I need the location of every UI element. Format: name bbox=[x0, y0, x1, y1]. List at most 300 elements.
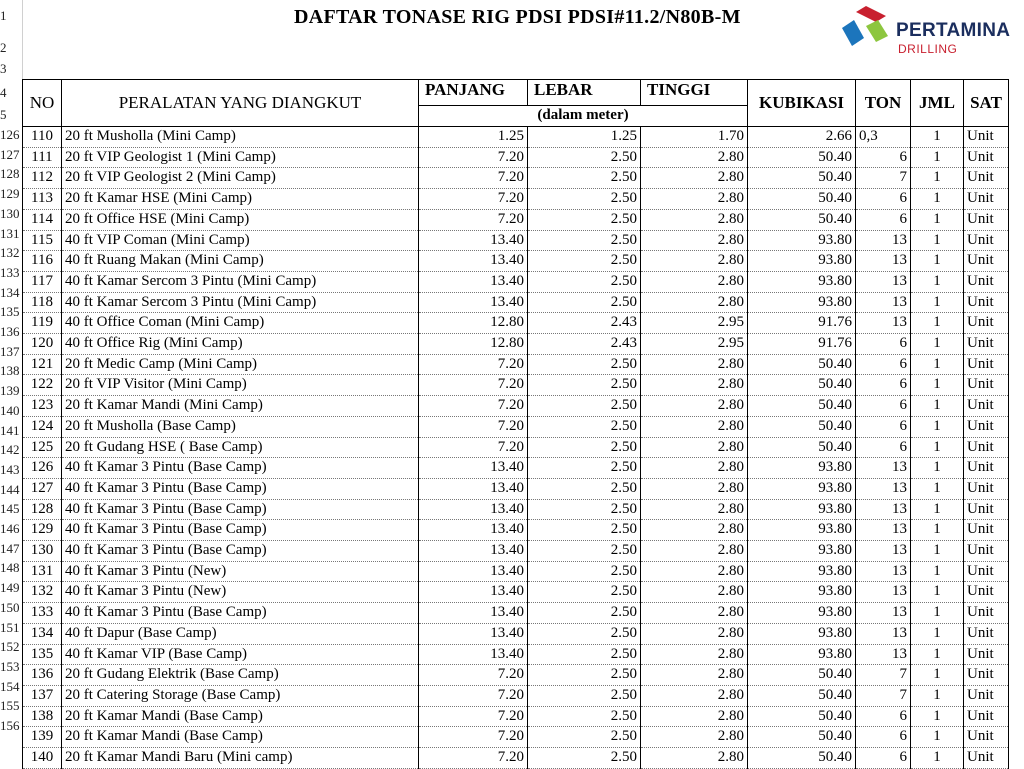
cell-sat[interactable]: Unit bbox=[964, 582, 1009, 603]
cell-panjang[interactable]: 7.20 bbox=[419, 396, 528, 417]
cell-tinggi[interactable]: 1.70 bbox=[641, 127, 748, 148]
cell-no[interactable]: 140 bbox=[23, 748, 62, 769]
cell-panjang[interactable]: 13.40 bbox=[419, 623, 528, 644]
table-row[interactable] bbox=[23, 748, 1009, 769]
cell-panjang[interactable]: 7.20 bbox=[419, 354, 528, 375]
cell-item[interactable]: 20 ft Kamar Mandi Baru (Mini camp) bbox=[62, 748, 419, 769]
cell-jml[interactable]: 1 bbox=[911, 209, 964, 230]
cell-tinggi[interactable]: 2.80 bbox=[641, 189, 748, 210]
row-number[interactable]: 132 bbox=[0, 245, 20, 261]
cell-tinggi[interactable]: 2.80 bbox=[641, 271, 748, 292]
row-number[interactable]: 2 bbox=[0, 40, 7, 55]
row-number[interactable]: 145 bbox=[0, 501, 20, 517]
cell-ton[interactable]: 13 bbox=[856, 292, 911, 313]
cell-jml[interactable]: 1 bbox=[911, 147, 964, 168]
col-header-item[interactable]: PERALATAN YANG DIANGKUT bbox=[62, 80, 419, 127]
cell-jml[interactable]: 1 bbox=[911, 665, 964, 686]
table-row[interactable] bbox=[23, 354, 1009, 375]
cell-sat[interactable]: Unit bbox=[964, 292, 1009, 313]
cell-jml[interactable]: 1 bbox=[911, 603, 964, 624]
cell-item[interactable]: 20 ft Gudang Elektrik (Base Camp) bbox=[62, 665, 419, 686]
cell-tinggi[interactable]: 2.80 bbox=[641, 437, 748, 458]
cell-sat[interactable]: Unit bbox=[964, 354, 1009, 375]
row-number[interactable]: 154 bbox=[0, 678, 20, 694]
cell-sat[interactable]: Unit bbox=[964, 271, 1009, 292]
cell-kubikasi[interactable]: 91.76 bbox=[748, 313, 856, 334]
cell-sat[interactable]: Unit bbox=[964, 375, 1009, 396]
cell-panjang[interactable]: 7.20 bbox=[419, 189, 528, 210]
cell-sat[interactable]: Unit bbox=[964, 644, 1009, 665]
cell-sat[interactable]: Unit bbox=[964, 727, 1009, 748]
cell-lebar[interactable]: 2.50 bbox=[528, 437, 641, 458]
cell-no[interactable]: 121 bbox=[23, 354, 62, 375]
cell-lebar[interactable]: 2.50 bbox=[528, 209, 641, 230]
cell-tinggi[interactable]: 2.80 bbox=[641, 582, 748, 603]
cell-panjang[interactable]: 13.40 bbox=[419, 561, 528, 582]
cell-ton[interactable]: 13 bbox=[856, 644, 911, 665]
cell-jml[interactable]: 1 bbox=[911, 396, 964, 417]
cell-lebar[interactable]: 2.50 bbox=[528, 416, 641, 437]
cell-ton[interactable]: 6 bbox=[856, 147, 911, 168]
table-row[interactable] bbox=[23, 147, 1009, 168]
cell-ton[interactable]: 6 bbox=[856, 706, 911, 727]
cell-tinggi[interactable]: 2.80 bbox=[641, 354, 748, 375]
cell-sat[interactable]: Unit bbox=[964, 230, 1009, 251]
cell-kubikasi[interactable]: 50.40 bbox=[748, 375, 856, 396]
row-number[interactable]: 147 bbox=[0, 540, 20, 556]
cell-ton[interactable]: 13 bbox=[856, 561, 911, 582]
cell-no[interactable]: 118 bbox=[23, 292, 62, 313]
cell-ton[interactable]: 13 bbox=[856, 230, 911, 251]
cell-ton[interactable]: 13 bbox=[856, 478, 911, 499]
cell-panjang[interactable]: 7.20 bbox=[419, 416, 528, 437]
cell-lebar[interactable]: 2.50 bbox=[528, 520, 641, 541]
table-row[interactable] bbox=[23, 416, 1009, 437]
cell-sat[interactable]: Unit bbox=[964, 437, 1009, 458]
row-number[interactable]: 141 bbox=[0, 422, 20, 438]
cell-no[interactable]: 128 bbox=[23, 499, 62, 520]
cell-sat[interactable]: Unit bbox=[964, 396, 1009, 417]
cell-sat[interactable]: Unit bbox=[964, 665, 1009, 686]
cell-no[interactable]: 132 bbox=[23, 582, 62, 603]
cell-tinggi[interactable]: 2.80 bbox=[641, 623, 748, 644]
cell-tinggi[interactable]: 2.80 bbox=[641, 168, 748, 189]
cell-no[interactable]: 124 bbox=[23, 416, 62, 437]
cell-lebar[interactable]: 2.43 bbox=[528, 334, 641, 355]
cell-item[interactable]: 40 ft Kamar 3 Pintu (Base Camp) bbox=[62, 520, 419, 541]
cell-item[interactable]: 20 ft VIP Geologist 1 (Mini Camp) bbox=[62, 147, 419, 168]
col-header-kubikasi[interactable]: KUBIKASI bbox=[748, 80, 856, 127]
row-number[interactable]: 146 bbox=[0, 521, 20, 536]
cell-kubikasi[interactable]: 93.80 bbox=[748, 561, 856, 582]
cell-panjang[interactable]: 7.20 bbox=[419, 727, 528, 748]
cell-tinggi[interactable]: 2.80 bbox=[641, 685, 748, 706]
cell-tinggi[interactable]: 2.80 bbox=[641, 375, 748, 396]
cell-lebar[interactable]: 2.50 bbox=[528, 561, 641, 582]
cell-lebar[interactable]: 2.50 bbox=[528, 230, 641, 251]
cell-item[interactable]: 20 ft Office HSE (Mini Camp) bbox=[62, 209, 419, 230]
cell-panjang[interactable]: 7.20 bbox=[419, 168, 528, 189]
cell-ton[interactable]: 13 bbox=[856, 582, 911, 603]
table-row[interactable] bbox=[23, 478, 1009, 499]
table-row[interactable] bbox=[23, 437, 1009, 458]
cell-kubikasi[interactable]: 50.40 bbox=[748, 147, 856, 168]
cell-lebar[interactable]: 2.50 bbox=[528, 189, 641, 210]
row-number[interactable]: 148 bbox=[0, 560, 20, 576]
cell-tinggi[interactable]: 2.95 bbox=[641, 313, 748, 334]
cell-no[interactable]: 119 bbox=[23, 313, 62, 334]
cell-tinggi[interactable]: 2.80 bbox=[641, 292, 748, 313]
table-row[interactable] bbox=[23, 665, 1009, 686]
cell-item[interactable]: 20 ft VIP Visitor (Mini Camp) bbox=[62, 375, 419, 396]
cell-no[interactable]: 129 bbox=[23, 520, 62, 541]
cell-no[interactable]: 117 bbox=[23, 271, 62, 292]
cell-lebar[interactable]: 2.50 bbox=[528, 271, 641, 292]
cell-tinggi[interactable]: 2.80 bbox=[641, 520, 748, 541]
cell-lebar[interactable]: 2.50 bbox=[528, 706, 641, 727]
cell-ton[interactable]: 13 bbox=[856, 603, 911, 624]
cell-item[interactable]: 20 ft Musholla (Mini Camp) bbox=[62, 127, 419, 148]
cell-jml[interactable]: 1 bbox=[911, 727, 964, 748]
cell-tinggi[interactable]: 2.80 bbox=[641, 706, 748, 727]
cell-sat[interactable]: Unit bbox=[964, 127, 1009, 148]
cell-panjang[interactable]: 7.20 bbox=[419, 147, 528, 168]
cell-item[interactable]: 40 ft Kamar 3 Pintu (Base Camp) bbox=[62, 603, 419, 624]
cell-panjang[interactable]: 7.20 bbox=[419, 665, 528, 686]
cell-jml[interactable]: 1 bbox=[911, 251, 964, 272]
row-number[interactable]: 128 bbox=[0, 166, 20, 182]
cell-kubikasi[interactable]: 50.40 bbox=[748, 685, 856, 706]
cell-jml[interactable]: 1 bbox=[911, 499, 964, 520]
cell-panjang[interactable]: 13.40 bbox=[419, 603, 528, 624]
row-number[interactable]: 140 bbox=[0, 402, 20, 418]
cell-jml[interactable]: 1 bbox=[911, 437, 964, 458]
cell-kubikasi[interactable]: 93.80 bbox=[748, 603, 856, 624]
cell-lebar[interactable]: 2.50 bbox=[528, 147, 641, 168]
cell-kubikasi[interactable]: 93.80 bbox=[748, 251, 856, 272]
table-row[interactable] bbox=[23, 168, 1009, 189]
cell-no[interactable]: 120 bbox=[23, 334, 62, 355]
row-number[interactable]: 150 bbox=[0, 599, 20, 615]
cell-jml[interactable]: 1 bbox=[911, 582, 964, 603]
col-header-jml[interactable]: JML bbox=[911, 80, 964, 127]
cell-lebar[interactable]: 2.50 bbox=[528, 168, 641, 189]
cell-jml[interactable]: 1 bbox=[911, 375, 964, 396]
table-row[interactable] bbox=[23, 623, 1009, 644]
col-header-no[interactable]: NO bbox=[23, 80, 62, 127]
table-row[interactable] bbox=[23, 396, 1009, 417]
row-number[interactable]: 139 bbox=[0, 383, 20, 399]
cell-sat[interactable]: Unit bbox=[964, 168, 1009, 189]
cell-no[interactable]: 116 bbox=[23, 251, 62, 272]
cell-no[interactable]: 133 bbox=[23, 603, 62, 624]
table-row[interactable] bbox=[23, 292, 1009, 313]
cell-panjang[interactable]: 1.25 bbox=[419, 127, 528, 148]
cell-ton[interactable]: 6 bbox=[856, 354, 911, 375]
cell-jml[interactable]: 1 bbox=[911, 478, 964, 499]
cell-jml[interactable]: 1 bbox=[911, 334, 964, 355]
cell-panjang[interactable]: 13.40 bbox=[419, 582, 528, 603]
row-number[interactable]: 135 bbox=[0, 304, 20, 320]
cell-tinggi[interactable]: 2.95 bbox=[641, 334, 748, 355]
row-number[interactable]: 144 bbox=[0, 481, 20, 497]
table-row[interactable] bbox=[23, 271, 1009, 292]
cell-tinggi[interactable]: 2.80 bbox=[641, 561, 748, 582]
cell-kubikasi[interactable]: 50.40 bbox=[748, 706, 856, 727]
cell-no[interactable]: 123 bbox=[23, 396, 62, 417]
cell-jml[interactable]: 1 bbox=[911, 458, 964, 479]
cell-kubikasi[interactable]: 50.40 bbox=[748, 168, 856, 189]
cell-lebar[interactable]: 2.50 bbox=[528, 292, 641, 313]
cell-tinggi[interactable]: 2.80 bbox=[641, 147, 748, 168]
table-row[interactable] bbox=[23, 685, 1009, 706]
cell-item[interactable]: 40 ft Kamar 3 Pintu (Base Camp) bbox=[62, 541, 419, 562]
cell-item[interactable]: 20 ft Kamar HSE (Mini Camp) bbox=[62, 189, 419, 210]
cell-ton[interactable]: 13 bbox=[856, 623, 911, 644]
cell-jml[interactable]: 1 bbox=[911, 189, 964, 210]
table-row[interactable] bbox=[23, 541, 1009, 562]
cell-jml[interactable]: 1 bbox=[911, 127, 964, 148]
col-header-sat[interactable]: SAT bbox=[964, 80, 1009, 127]
cell-no[interactable]: 134 bbox=[23, 623, 62, 644]
table-row[interactable] bbox=[23, 582, 1009, 603]
cell-item[interactable]: 20 ft Musholla (Base Camp) bbox=[62, 416, 419, 437]
cell-ton[interactable]: 7 bbox=[856, 685, 911, 706]
cell-lebar[interactable]: 2.50 bbox=[528, 354, 641, 375]
cell-jml[interactable]: 1 bbox=[911, 416, 964, 437]
cell-tinggi[interactable]: 2.80 bbox=[641, 499, 748, 520]
cell-tinggi[interactable]: 2.80 bbox=[641, 541, 748, 562]
cell-jml[interactable]: 1 bbox=[911, 541, 964, 562]
cell-jml[interactable]: 1 bbox=[911, 354, 964, 375]
cell-panjang[interactable]: 12.80 bbox=[419, 313, 528, 334]
cell-sat[interactable]: Unit bbox=[964, 189, 1009, 210]
cell-item[interactable]: 20 ft Kamar Mandi (Base Camp) bbox=[62, 706, 419, 727]
sheet-title[interactable]: DAFTAR TONASE RIG PDSI PDSI#11.2/N80B-M bbox=[294, 6, 741, 28]
cell-jml[interactable]: 1 bbox=[911, 230, 964, 251]
cell-no[interactable]: 135 bbox=[23, 644, 62, 665]
cell-lebar[interactable]: 2.50 bbox=[528, 396, 641, 417]
row-number[interactable]: 4 bbox=[0, 85, 7, 100]
cell-item[interactable]: 20 ft VIP Geologist 2 (Mini Camp) bbox=[62, 168, 419, 189]
row-number[interactable]: 130 bbox=[0, 205, 20, 221]
cell-sat[interactable]: Unit bbox=[964, 251, 1009, 272]
cell-kubikasi[interactable]: 93.80 bbox=[748, 499, 856, 520]
cell-panjang[interactable]: 7.20 bbox=[419, 685, 528, 706]
table-row[interactable] bbox=[23, 230, 1009, 251]
cell-tinggi[interactable]: 2.80 bbox=[641, 644, 748, 665]
cell-item[interactable]: 40 ft Kamar VIP (Base Camp) bbox=[62, 644, 419, 665]
cell-ton[interactable]: 13 bbox=[856, 458, 911, 479]
cell-no[interactable]: 127 bbox=[23, 478, 62, 499]
cell-sat[interactable]: Unit bbox=[964, 478, 1009, 499]
table-row[interactable] bbox=[23, 251, 1009, 272]
row-number[interactable]: 3 bbox=[0, 61, 7, 76]
row-number[interactable]: 137 bbox=[0, 343, 20, 359]
cell-item[interactable]: 40 ft Office Rig (Mini Camp) bbox=[62, 334, 419, 355]
cell-panjang[interactable]: 13.40 bbox=[419, 478, 528, 499]
cell-no[interactable]: 138 bbox=[23, 706, 62, 727]
cell-sat[interactable]: Unit bbox=[964, 748, 1009, 769]
row-number[interactable]: 127 bbox=[0, 146, 20, 162]
cell-lebar[interactable]: 2.50 bbox=[528, 375, 641, 396]
cell-tinggi[interactable]: 2.80 bbox=[641, 230, 748, 251]
table-row[interactable] bbox=[23, 727, 1009, 748]
cell-ton[interactable]: 6 bbox=[856, 334, 911, 355]
cell-item[interactable]: 40 ft Kamar Sercom 3 Pintu (Mini Camp) bbox=[62, 271, 419, 292]
cell-sat[interactable]: Unit bbox=[964, 458, 1009, 479]
cell-item[interactable]: 40 ft Ruang Makan (Mini Camp) bbox=[62, 251, 419, 272]
cell-panjang[interactable]: 7.20 bbox=[419, 209, 528, 230]
cell-ton[interactable]: 6 bbox=[856, 748, 911, 769]
cell-tinggi[interactable]: 2.80 bbox=[641, 478, 748, 499]
cell-jml[interactable]: 1 bbox=[911, 706, 964, 727]
cell-ton[interactable]: 13 bbox=[856, 541, 911, 562]
cell-sat[interactable]: Unit bbox=[964, 147, 1009, 168]
dimension-unit-note[interactable]: (dalam meter) bbox=[419, 105, 748, 126]
cell-ton[interactable]: 6 bbox=[856, 396, 911, 417]
cell-panjang[interactable]: 7.20 bbox=[419, 748, 528, 769]
cell-sat[interactable]: Unit bbox=[964, 313, 1009, 334]
cell-lebar[interactable]: 2.50 bbox=[528, 748, 641, 769]
cell-sat[interactable]: Unit bbox=[964, 541, 1009, 562]
row-number[interactable]: 156 bbox=[0, 718, 20, 733]
row-number[interactable]: 138 bbox=[0, 363, 20, 379]
cell-no[interactable]: 122 bbox=[23, 375, 62, 396]
cell-item[interactable]: 20 ft Catering Storage (Base Camp) bbox=[62, 685, 419, 706]
cell-tinggi[interactable]: 2.80 bbox=[641, 251, 748, 272]
cell-item[interactable]: 20 ft Gudang HSE ( Base Camp) bbox=[62, 437, 419, 458]
cell-kubikasi[interactable]: 93.80 bbox=[748, 478, 856, 499]
cell-ton[interactable]: 6 bbox=[856, 375, 911, 396]
cell-ton[interactable]: 7 bbox=[856, 168, 911, 189]
cell-lebar[interactable]: 2.50 bbox=[528, 623, 641, 644]
cell-ton[interactable]: 6 bbox=[856, 416, 911, 437]
cell-item[interactable]: 40 ft Dapur (Base Camp) bbox=[62, 623, 419, 644]
cell-panjang[interactable]: 13.40 bbox=[419, 499, 528, 520]
cell-item[interactable]: 40 ft Kamar 3 Pintu (Base Camp) bbox=[62, 458, 419, 479]
table-row[interactable] bbox=[23, 458, 1009, 479]
cell-sat[interactable]: Unit bbox=[964, 623, 1009, 644]
cell-jml[interactable]: 1 bbox=[911, 623, 964, 644]
cell-ton[interactable]: 6 bbox=[856, 189, 911, 210]
cell-sat[interactable]: Unit bbox=[964, 416, 1009, 437]
cell-panjang[interactable]: 7.20 bbox=[419, 375, 528, 396]
cell-no[interactable]: 110 bbox=[23, 127, 62, 148]
cell-tinggi[interactable]: 2.80 bbox=[641, 748, 748, 769]
cell-panjang[interactable]: 13.40 bbox=[419, 230, 528, 251]
col-header-panjang[interactable]: PANJANG bbox=[419, 80, 528, 106]
row-number[interactable]: 152 bbox=[0, 639, 20, 655]
cell-no[interactable]: 111 bbox=[23, 147, 62, 168]
cell-sat[interactable]: Unit bbox=[964, 499, 1009, 520]
cell-panjang[interactable]: 13.40 bbox=[419, 458, 528, 479]
cell-item[interactable]: 20 ft Kamar Mandi (Mini Camp) bbox=[62, 396, 419, 417]
cell-item[interactable]: 40 ft Kamar 3 Pintu (New) bbox=[62, 582, 419, 603]
cell-sat[interactable]: Unit bbox=[964, 520, 1009, 541]
cell-no[interactable]: 112 bbox=[23, 168, 62, 189]
cell-kubikasi[interactable]: 50.40 bbox=[748, 437, 856, 458]
col-header-tinggi[interactable]: TINGGI bbox=[641, 80, 748, 106]
cell-no[interactable]: 125 bbox=[23, 437, 62, 458]
cell-panjang[interactable]: 13.40 bbox=[419, 520, 528, 541]
cell-ton[interactable]: 13 bbox=[856, 520, 911, 541]
cell-item[interactable]: 40 ft Kamar Sercom 3 Pintu (Mini Camp) bbox=[62, 292, 419, 313]
cell-sat[interactable]: Unit bbox=[964, 603, 1009, 624]
cell-tinggi[interactable]: 2.80 bbox=[641, 458, 748, 479]
cell-item[interactable]: 40 ft Kamar 3 Pintu (Base Camp) bbox=[62, 499, 419, 520]
cell-sat[interactable]: Unit bbox=[964, 561, 1009, 582]
cell-tinggi[interactable]: 2.80 bbox=[641, 416, 748, 437]
cell-lebar[interactable]: 2.50 bbox=[528, 665, 641, 686]
cell-ton[interactable]: 13 bbox=[856, 271, 911, 292]
row-number[interactable]: 153 bbox=[0, 658, 20, 674]
cell-panjang[interactable]: 13.40 bbox=[419, 644, 528, 665]
cell-ton[interactable]: 6 bbox=[856, 727, 911, 748]
cell-jml[interactable]: 1 bbox=[911, 292, 964, 313]
cell-panjang[interactable]: 13.40 bbox=[419, 541, 528, 562]
cell-jml[interactable]: 1 bbox=[911, 313, 964, 334]
cell-no[interactable]: 113 bbox=[23, 189, 62, 210]
row-number[interactable]: 136 bbox=[0, 324, 20, 339]
cell-no[interactable]: 139 bbox=[23, 727, 62, 748]
table-row[interactable] bbox=[23, 189, 1009, 210]
cell-sat[interactable]: Unit bbox=[964, 685, 1009, 706]
cell-tinggi[interactable]: 2.80 bbox=[641, 209, 748, 230]
table-row[interactable] bbox=[23, 520, 1009, 541]
cell-item[interactable]: 40 ft Kamar 3 Pintu (New) bbox=[62, 561, 419, 582]
cell-kubikasi[interactable]: 91.76 bbox=[748, 334, 856, 355]
cell-kubikasi[interactable]: 50.40 bbox=[748, 727, 856, 748]
table-row[interactable] bbox=[23, 334, 1009, 355]
cell-lebar[interactable]: 2.50 bbox=[528, 541, 641, 562]
cell-tinggi[interactable]: 2.80 bbox=[641, 396, 748, 417]
cell-kubikasi[interactable]: 93.80 bbox=[748, 458, 856, 479]
row-number[interactable]: 5 bbox=[0, 107, 7, 122]
table-row[interactable] bbox=[23, 313, 1009, 334]
cell-lebar[interactable]: 2.50 bbox=[528, 458, 641, 479]
cell-panjang[interactable]: 7.20 bbox=[419, 706, 528, 727]
row-number[interactable]: 129 bbox=[0, 186, 20, 202]
cell-kubikasi[interactable]: 50.40 bbox=[748, 354, 856, 375]
table-row[interactable] bbox=[23, 561, 1009, 582]
row-number[interactable]: 134 bbox=[0, 284, 20, 300]
cell-lebar[interactable]: 2.43 bbox=[528, 313, 641, 334]
cell-jml[interactable]: 1 bbox=[911, 168, 964, 189]
cell-no[interactable]: 131 bbox=[23, 561, 62, 582]
cell-lebar[interactable]: 1.25 bbox=[528, 127, 641, 148]
cell-no[interactable]: 126 bbox=[23, 458, 62, 479]
cell-item[interactable]: 40 ft VIP Coman (Mini Camp) bbox=[62, 230, 419, 251]
row-number[interactable]: 155 bbox=[0, 698, 20, 714]
cell-lebar[interactable]: 2.50 bbox=[528, 727, 641, 748]
cell-lebar[interactable]: 2.50 bbox=[528, 582, 641, 603]
table-row[interactable] bbox=[23, 499, 1009, 520]
cell-lebar[interactable]: 2.50 bbox=[528, 478, 641, 499]
cell-kubikasi[interactable]: 93.80 bbox=[748, 623, 856, 644]
row-number[interactable]: 1 bbox=[0, 8, 7, 23]
cell-kubikasi[interactable]: 50.40 bbox=[748, 665, 856, 686]
cell-sat[interactable]: Unit bbox=[964, 706, 1009, 727]
cell-lebar[interactable]: 2.50 bbox=[528, 644, 641, 665]
row-number[interactable]: 151 bbox=[0, 619, 20, 635]
cell-panjang[interactable]: 13.40 bbox=[419, 271, 528, 292]
col-header-ton[interactable]: TON bbox=[856, 80, 911, 127]
table-row[interactable] bbox=[23, 375, 1009, 396]
row-number[interactable]: 133 bbox=[0, 264, 20, 280]
cell-no[interactable]: 137 bbox=[23, 685, 62, 706]
cell-panjang[interactable]: 7.20 bbox=[419, 437, 528, 458]
